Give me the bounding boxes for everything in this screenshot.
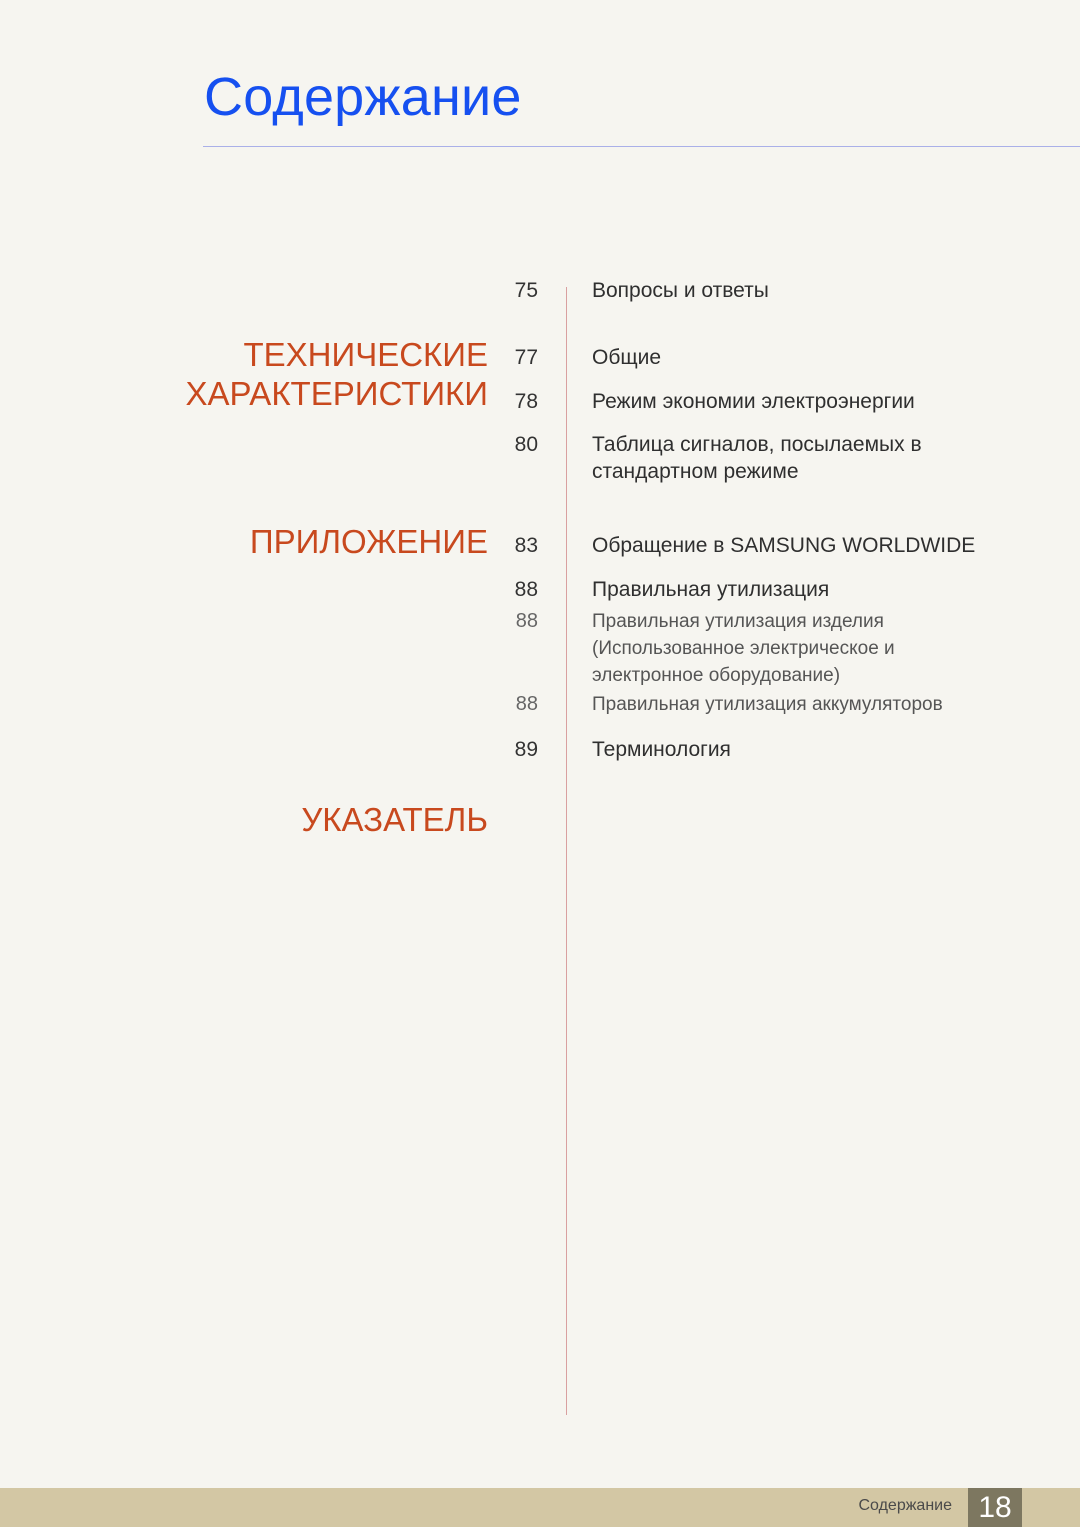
- toc-page-number: 77: [514, 346, 538, 369]
- toc-entry-signal-table[interactable]: Таблица сигналов, посылаемых в стандартном режиме: [592, 433, 922, 483]
- section-heading-line: ТЕХНИЧЕСКИЕ: [243, 336, 488, 373]
- toc-page-number: 88: [514, 578, 538, 601]
- toc-entry-terminology[interactable]: Терминология: [592, 738, 731, 761]
- toc-entry-qa[interactable]: Вопросы и ответы: [592, 279, 769, 302]
- section-heading-index[interactable]: [301, 800, 488, 839]
- toc-page-number: 80: [514, 433, 538, 456]
- toc-page-number: 88: [515, 693, 538, 715]
- footer-page-number: 18: [968, 1488, 1022, 1527]
- section-heading-line: ХАРАКТЕРИСТИКИ: [185, 375, 488, 412]
- toc-page-number: 83: [514, 534, 538, 557]
- toc-entry-general[interactable]: Общие: [592, 346, 662, 369]
- toc-entry-disposal[interactable]: Правильная утилизация: [592, 578, 830, 601]
- toc-page-number: 78: [514, 390, 538, 413]
- page-title: Содержание: [204, 67, 522, 127]
- section-heading-specs[interactable]: [185, 335, 488, 413]
- toc-entry-contact-samsung[interactable]: Обращение в SAMSUNG WORLDWIDE: [592, 534, 976, 557]
- toc-page-number: 88: [515, 610, 538, 632]
- toc-entry-power-saving[interactable]: Режим экономии электроэнергии: [592, 390, 915, 413]
- section-heading-appendix[interactable]: [250, 522, 488, 561]
- column-divider: [566, 287, 567, 1415]
- title-underline: [203, 146, 1080, 147]
- section-heading-line: УКАЗАТЕЛЬ: [301, 801, 488, 838]
- footer-label: Содержание: [858, 1497, 952, 1514]
- section-heading-line: ПРИЛОЖЕНИЕ: [249, 523, 488, 560]
- toc-subentry-product-disposal[interactable]: Правильная утилизация изделия (Использованное электрическое и электронное оборудование): [592, 611, 895, 686]
- toc-subentry-battery-disposal[interactable]: Правильная утилизация аккумуляторов: [592, 694, 943, 715]
- toc-page-number: 89: [514, 738, 538, 761]
- toc-page-number: 75: [514, 279, 538, 302]
